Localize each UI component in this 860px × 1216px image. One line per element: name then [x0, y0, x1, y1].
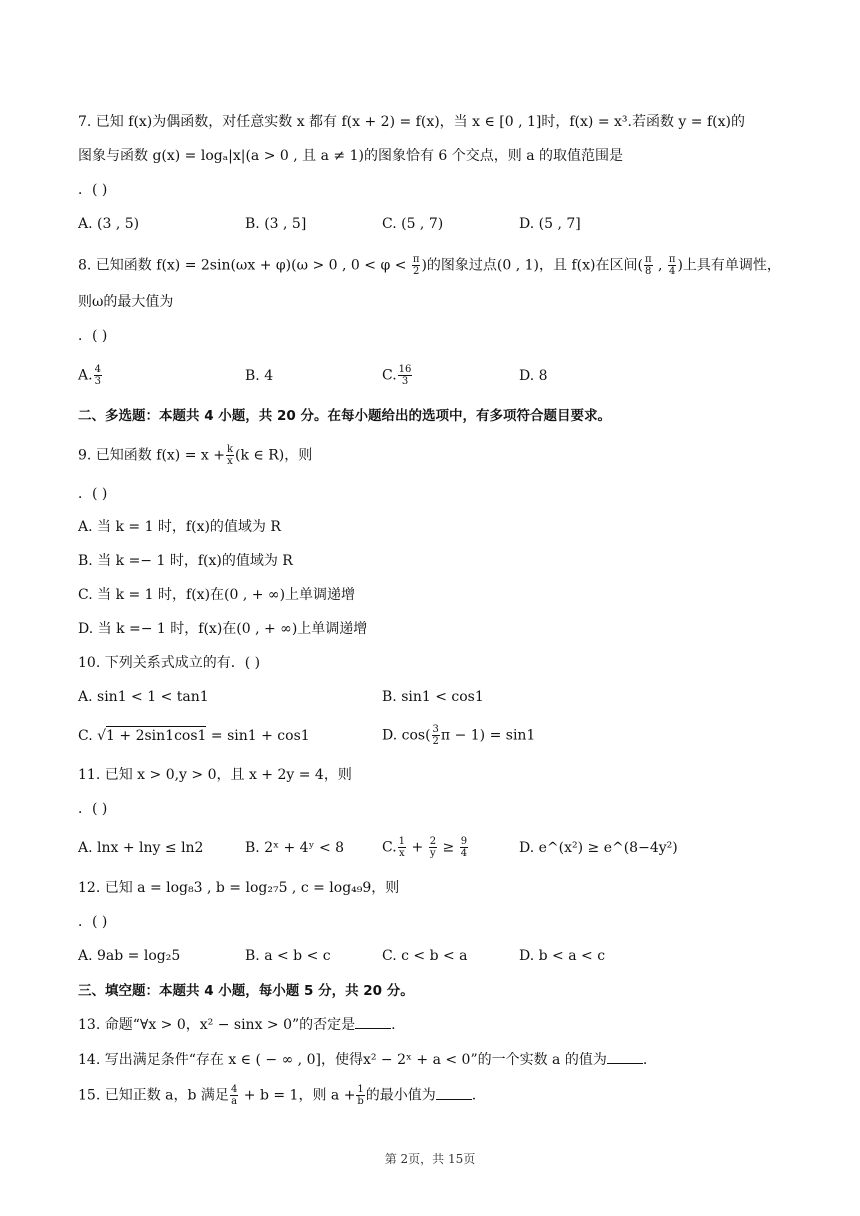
q9-k-over-x — [226, 444, 234, 467]
frac-num: 2 — [429, 836, 437, 847]
frac-den: x — [399, 848, 405, 859]
q11-bracket: ．( ) — [78, 801, 108, 817]
q10-option-a: A. sin1 < 1 < tan1 — [78, 689, 209, 705]
q7-bracket: ．( ) — [78, 182, 108, 198]
frac-den: 2 — [412, 266, 420, 277]
q15-frac-2 — [356, 1084, 364, 1107]
q9-option-a: A. 当 k = 1 时，f(x)的值域为 R — [78, 519, 281, 535]
q12-option-a: A. 9ab = log₂5 — [78, 948, 181, 964]
q8-line1-c: )上具有单调性， — [677, 257, 781, 274]
q9-bracket: ．( ) — [78, 486, 108, 502]
sqrt-sign: √ — [97, 728, 107, 744]
q11-line1: 11. 已知 x > 0,y > 0，且 x + 2y = 4，则 — [78, 767, 352, 783]
q15-text-a: 15. 已知正数 a，b 满足 — [78, 1087, 229, 1104]
frac-num: 1 — [357, 1084, 364, 1095]
opt-prefix: C. — [382, 367, 397, 384]
frac-den: 4 — [460, 848, 468, 859]
answer-blank — [607, 1049, 643, 1064]
q10-option-d — [382, 724, 535, 747]
q8-option-c — [382, 364, 413, 387]
q14-text: 14. 写出满足条件“存在 x ∈ ( − ∞ , 0]，使得x² − 2ˣ + a < 0”的一个实数 a 的值为 — [78, 1052, 607, 1068]
q7-option-c: C. (5 , 7) — [382, 216, 444, 232]
q8-line1-b: )的图象过点(0 , 1)，且 f(x)在区间( — [421, 257, 643, 274]
frac-den: 2 — [432, 736, 439, 747]
q15-text-b: + b = 1，则 a + — [239, 1087, 356, 1104]
section-heading-fill-blank: 三、填空题：本题共 4 小题，每小题 5 分，共 20 分。 — [78, 983, 414, 999]
frac-den: 4 — [668, 266, 676, 277]
q9-line1-a: 9. 已知函数 f(x) = x + — [78, 447, 225, 464]
frac-den: 3 — [94, 376, 101, 387]
q11-option-d: D. e^(x²) ≥ e^(8−4y²) — [519, 840, 678, 856]
frac-den: y — [430, 848, 436, 859]
q11-option-c — [382, 836, 469, 859]
opt-prefix: C. — [382, 839, 397, 856]
q15-end: . — [471, 1087, 477, 1104]
opt-frac-3 — [460, 836, 468, 859]
q7-option-b: B. (3 , 5] — [245, 216, 307, 232]
q8-bracket: ．( ) — [78, 328, 108, 344]
opt-frac — [432, 724, 440, 747]
frac-den: x — [227, 456, 233, 467]
opt-prefix: C. — [78, 728, 93, 744]
frac-den: a — [231, 1096, 238, 1107]
frac-den: b — [357, 1096, 364, 1107]
opt-part-b: π − 1) = sin1 — [440, 727, 536, 744]
q14-end: . — [642, 1052, 648, 1068]
q12-bracket: ．( ) — [78, 914, 108, 930]
q7-option-d: D. (5 , 7] — [519, 216, 581, 232]
opt-frac-1 — [398, 836, 406, 859]
q12-option-b: B. a < b < c — [245, 948, 331, 964]
q8-pi-over-2 — [412, 254, 421, 277]
frac-num: 4 — [230, 1084, 238, 1095]
q8-line2: 则ω的最大值为 — [78, 294, 174, 310]
q8-option-b: B. 4 — [245, 368, 274, 384]
page-footer: 第 2页，共 15页 — [384, 1152, 476, 1166]
frac-num: 1 — [398, 836, 406, 847]
q10-option-c — [78, 726, 310, 746]
q14-line — [78, 1049, 647, 1070]
q7-line2: 图象与函数 g(x) = logₐ|x|(a > 0 , 且 a ≠ 1)的图象恰有 6 个交点，则 a 的取值范围是 — [78, 148, 624, 164]
opt-frac — [398, 364, 413, 387]
frac-den: 3 — [401, 376, 409, 387]
q11-option-a: A. lnx + lny ≤ ln2 — [78, 840, 204, 856]
frac-num: 16 — [398, 364, 412, 375]
frac-num: 3 — [432, 724, 439, 735]
section-heading-multi-choice: 二、多选题：本题共 4 小题，共 20 分。在每小题给出的选项中，有多项符合题目要求。 — [78, 408, 611, 424]
frac-num: π — [644, 254, 652, 265]
opt-ge: ≥ — [438, 839, 459, 856]
q8-interval-start — [644, 254, 653, 277]
q15-line — [78, 1084, 476, 1107]
frac-den: 8 — [645, 266, 652, 277]
q7-option-a: A. (3 , 5) — [78, 216, 140, 232]
q12-line1: 12. 已知 a = log₈3 , b = log₂₇5 , c = log₄₉9，则 — [78, 880, 400, 896]
q8-interval-sep: , — [653, 257, 667, 274]
q12-option-d: D. b < a < c — [519, 948, 606, 964]
q7-line1: 7. 已知 f(x)为偶函数，对任意实数 x 都有 f(x + 2) = f(x)，当 x ∈ [0 , 1]时，f(x) = x³.若函数 y = f(x)的 — [78, 114, 745, 130]
q9-option-d: D. 当 k =− 1 时，f(x)在(0 , + ∞)上单调递增 — [78, 621, 368, 637]
q12-option-c: C. c < b < a — [382, 948, 468, 964]
q13-line — [78, 1014, 396, 1035]
opt-frac — [94, 364, 102, 387]
q13-end: . — [391, 1017, 396, 1033]
frac-num: 4 — [94, 364, 101, 375]
q10-line1: 10. 下列关系式成立的有．( ) — [78, 655, 261, 671]
q10-option-b: B. sin1 < cos1 — [382, 689, 484, 705]
frac-num: 9 — [460, 836, 468, 847]
opt-plus: + — [407, 839, 428, 856]
frac-num: π — [412, 254, 420, 265]
q9-option-b: B. 当 k =− 1 时，f(x)的值域为 R — [78, 553, 293, 569]
q13-text: 13. 命题“∀x > 0，x² − sinx > 0”的否定是 — [78, 1017, 356, 1033]
q8-option-d: D. 8 — [519, 368, 548, 384]
q8-option-a — [78, 364, 103, 387]
answer-blank — [355, 1014, 391, 1029]
opt-prefix: A. — [78, 367, 93, 384]
sqrt-radicand: 1 + 2sin1cos1 — [106, 728, 207, 744]
opt-frac-2 — [429, 836, 437, 859]
q9-option-c: C. 当 k = 1 时，f(x)在(0 , + ∞)上单调递增 — [78, 587, 356, 603]
q8-line1 — [78, 254, 781, 277]
frac-num: π — [668, 254, 676, 265]
q15-frac-1 — [230, 1084, 238, 1107]
q8-line1-a: 8. 已知函数 f(x) = 2sin(ωx + φ)(ω > 0 , 0 < φ < — [78, 257, 407, 274]
frac-num: k — [226, 444, 234, 455]
q11-option-b: B. 2ˣ + 4ʸ < 8 — [245, 840, 345, 856]
q8-interval-end — [668, 254, 677, 277]
answer-blank — [436, 1085, 472, 1100]
opt-suffix: = sin1 + cos1 — [206, 728, 310, 744]
q9-line1-b: (k ∈ R)，则 — [235, 447, 313, 464]
q15-text-c: 的最小值为 — [365, 1087, 436, 1104]
q9-line1 — [78, 444, 312, 467]
opt-part-a: D. cos( — [382, 727, 431, 744]
